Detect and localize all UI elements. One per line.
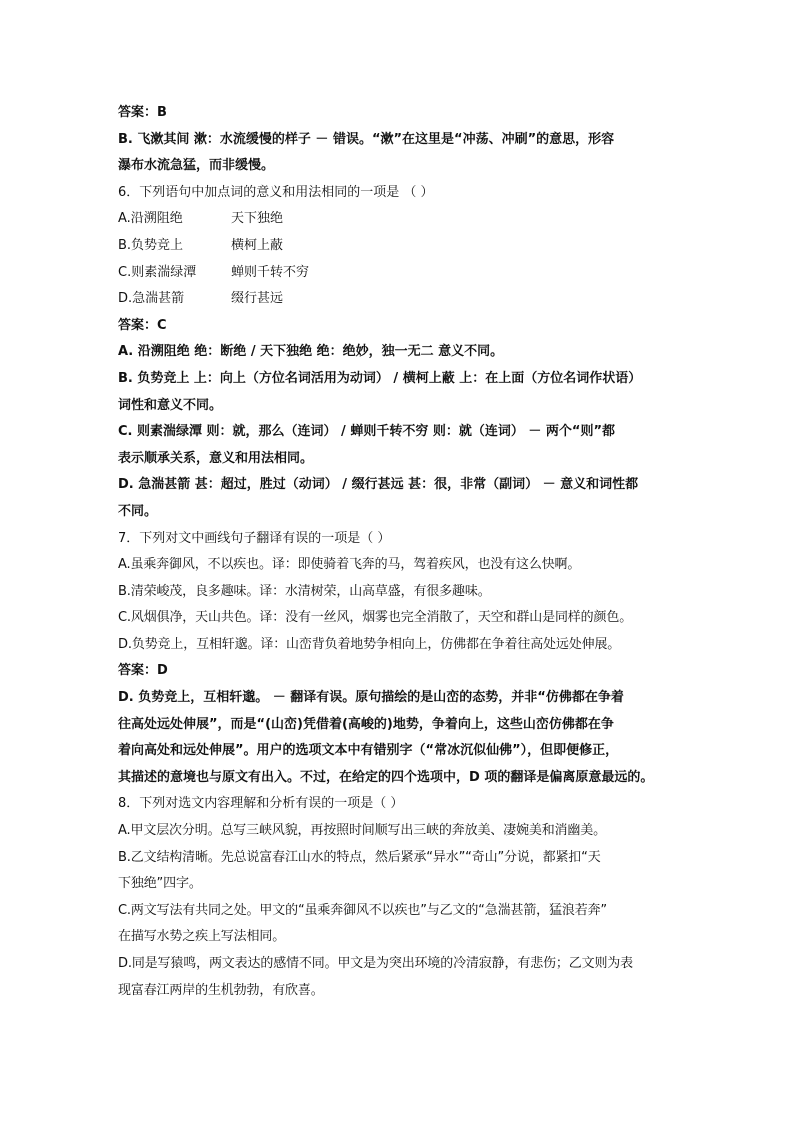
explanation-6-a: A. 沿溯阻绝 绝：断绝 / 天下独绝 绝：绝妙，独一无二 意义不同。	[118, 344, 504, 360]
question-6-option-a	[118, 206, 684, 233]
explanation-6-d-line-2: 不同。	[118, 503, 158, 519]
explanation-7-line-2: 往高处远处伸展”，而是“(山峦)凭借着(高峻的)地势，争着向上，这些山峦仿佛都在争	[118, 716, 614, 732]
question-6-option-c	[118, 260, 684, 287]
answer-6: 答案：C	[118, 317, 167, 333]
option-c-left: C.则素湍绿潭	[118, 264, 197, 280]
question-8-option-b-line-2: 下独绝”四字。	[118, 876, 202, 892]
option-a-right: 天下独绝	[231, 211, 284, 227]
question-8-option-c-line-1: C.两文写法有共同之处。甲文的“虽乘奔御风不以疾也”与乙文的“急湍甚箭，猛浪若奔”	[118, 902, 607, 918]
answer-7: 答案：D	[118, 663, 168, 679]
explanation-6-c-line-2: 表示顺承关系，意义和用法相同。	[118, 450, 314, 466]
document-content	[118, 100, 684, 1004]
explanation-6-b-line-2: 词性和意义不同。	[118, 397, 223, 413]
option-b-left: B.负势竞上	[118, 237, 184, 253]
question-7-option-c: C.风烟俱净，天山共色。译：没有一丝风，烟雾也完全消散了，天空和群山是同样的颜色。	[118, 610, 633, 626]
question-7-option-b: B.清荣峻茂，良多趣味。译：水清树荣，山高草盛，有很多趣味。	[118, 583, 491, 599]
question-8-option-d-line-2: 现富春江两岸的生机勃勃，有欣喜。	[118, 982, 324, 998]
option-c-right: 蝉则千转不穷	[231, 264, 310, 280]
question-7: 7．下列对文中画线句子翻译有误的一项是（ ）	[118, 530, 391, 546]
question-7-option-d: D.负势竞上，互相轩邈。译：山峦背负着地势争相向上，仿佛都在争着往高处远处伸展。	[118, 636, 621, 652]
explanation-5-line-1: B. 飞漱其间 漱：水流缓慢的样子 － 错误。“漱”在这里是“冲荡、冲刷”的意思，形容	[118, 131, 615, 147]
explanation-7-line-4: 其描述的意境也与原文有出入。不过，在给定的四个选项中，D 项的翻译是偏离原意最远的。	[118, 769, 654, 785]
explanation-6-b-line-1: B. 负势竞上 上：向上（方位名词活用为动词） / 横柯上蔽 上：在上面（方位名词作状语）	[118, 370, 642, 386]
question-8-option-b-line-1: B.乙文结构清晰。先总说富春江山水的特点，然后紧承“异水”“奇山”分说，都紧扣“天	[118, 849, 601, 865]
question-6-option-b	[118, 233, 684, 260]
question-7-option-a: A.虽乘奔御风，不以疾也。译：即使骑着飞奔的马，驾着疾风，也没有这么快啊。	[118, 557, 581, 573]
option-d-left: D.急湍甚箭	[118, 291, 185, 307]
question-8: 8．下列对选文内容理解和分析有误的一项是（ ）	[118, 796, 404, 812]
question-6-option-d	[118, 286, 684, 313]
option-d-right: 缀行甚远	[231, 291, 284, 307]
explanation-6-c-line-1: C. 则素湍绿潭 则：就，那么（连词） / 蝉则千转不穷 则：就（连词） － 两个“则”都	[118, 424, 615, 440]
question-8-option-a: A.甲文层次分明。总写三峡风貌，再按照时间顺写出三峡的奔放美、凄婉美和消幽美。	[118, 823, 606, 839]
question-6: 6．下列语句中加点词的意义和用法相同的一项是 （ ）	[118, 184, 434, 200]
answer-5: 答案：B	[118, 105, 167, 120]
option-b-right: 横柯上蔽	[231, 237, 284, 253]
option-a-left: A.沿溯阻绝	[118, 211, 183, 227]
question-8-option-d-line-1: D.同是写猿鸣，两文表达的感情不同。甲文是为突出环境的冷清寂静，有悲伤；乙文则为表	[118, 956, 633, 971]
explanation-6-d-line-1: D. 急湍甚箭 甚：超过，胜过（动词） / 缀行甚远 甚：很，非常（副词） － 意义和词性都	[118, 477, 639, 493]
question-8-option-c-line-2: 在描写水势之疾上写法相同。	[118, 929, 286, 945]
explanation-7-line-1: D. 负势竞上，互相轩邈。 － 翻译有误。原句描绘的是山峦的态势，并非“仿佛都在争着	[118, 690, 624, 706]
explanation-7-line-3: 着向高处和远处伸展”。用户的选项文本中有错别字（“常冰沉似仙佛”），但即便修正，	[118, 743, 619, 759]
explanation-5-line-2: 瀑布水流急猛，而非缓慢。	[118, 158, 275, 174]
